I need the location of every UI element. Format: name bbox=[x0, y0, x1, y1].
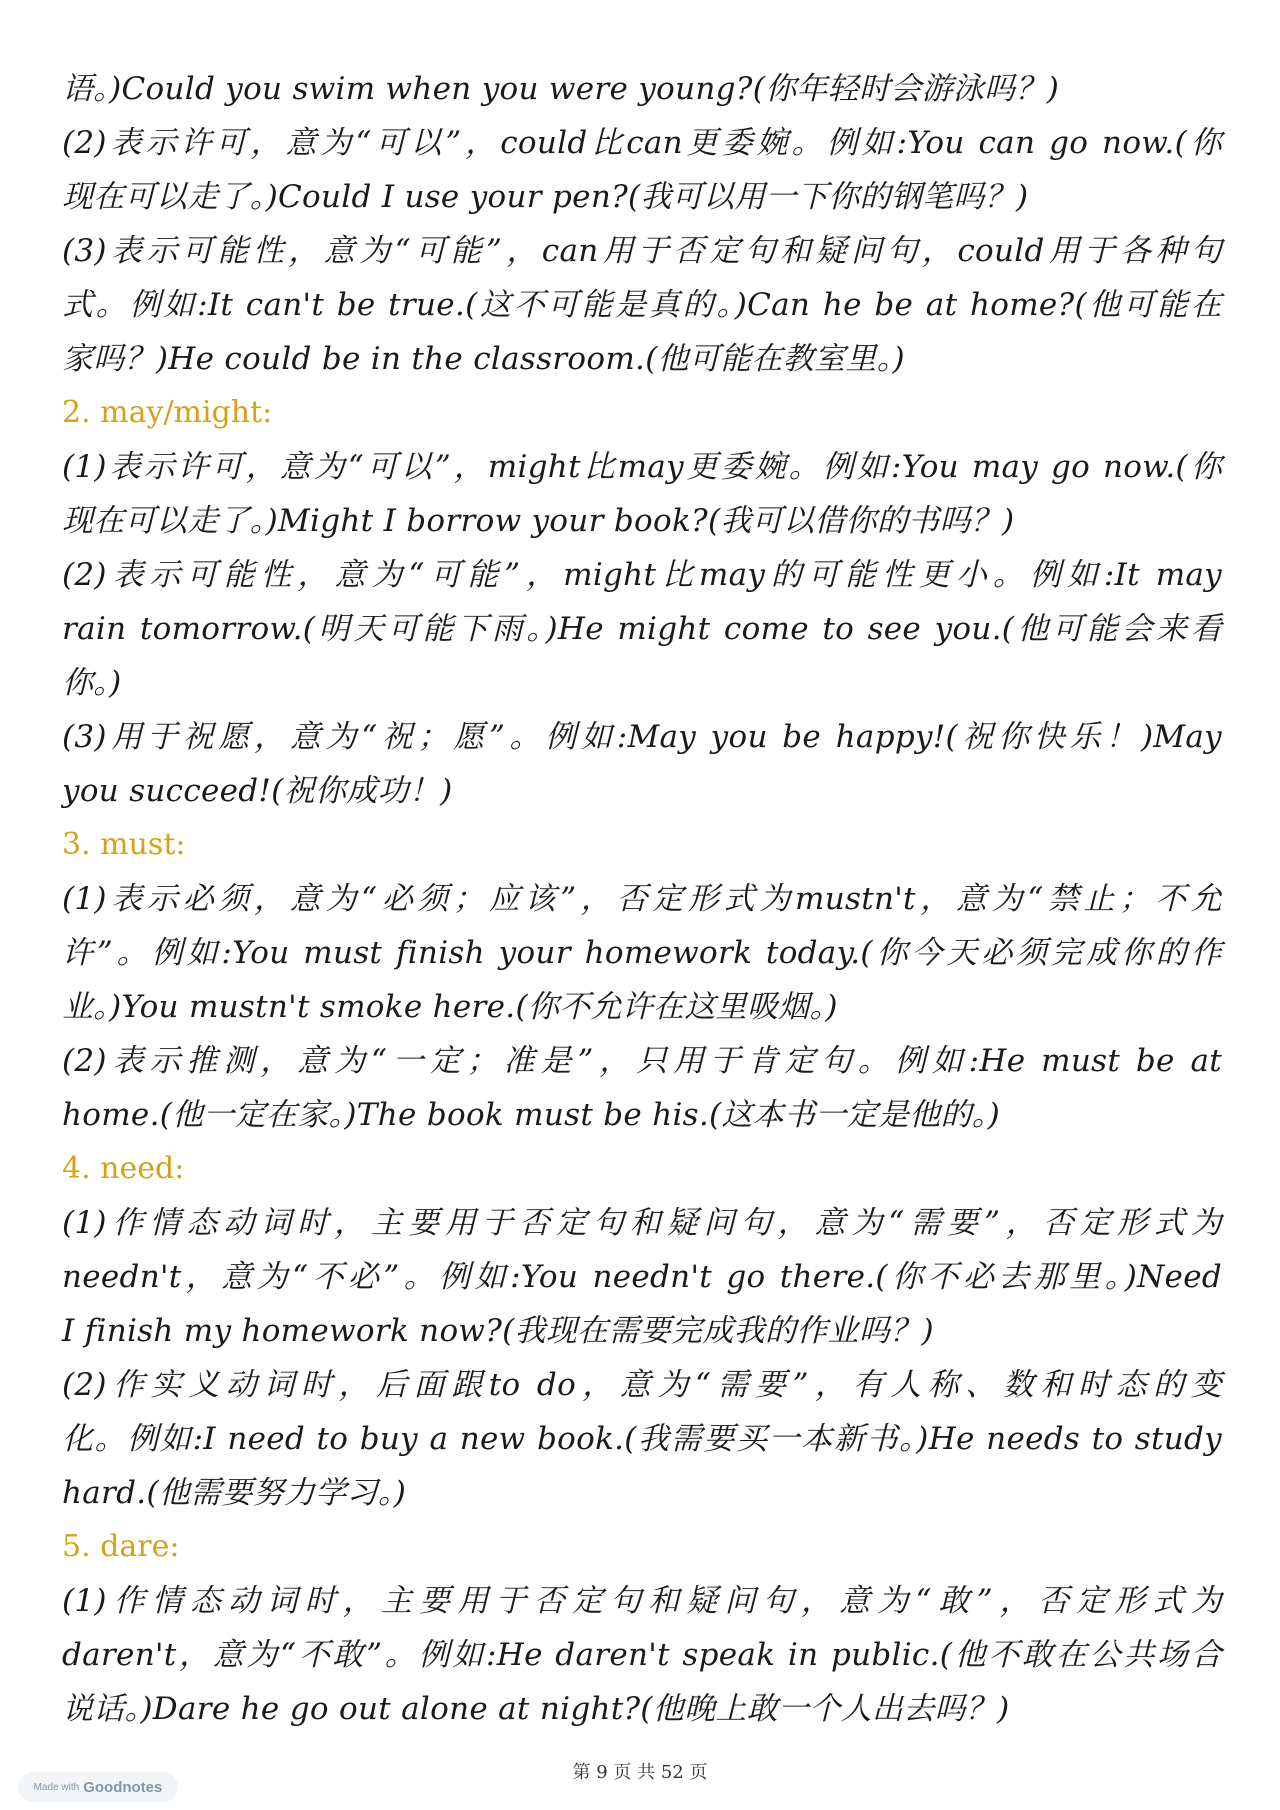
text-line: 业。)You mustn't smoke here.(你不允许在这里吸烟。) bbox=[62, 989, 838, 1025]
section-heading: 2. may/might: bbox=[62, 395, 273, 430]
text-line: (2)表示许可，意为“可以”，could比can更委婉。例如:You can go now.(你 bbox=[62, 125, 1222, 161]
text-line: (1)作情态动词时，主要用于否定句和疑问句，意为“需要”，否定形式为 bbox=[62, 1205, 1222, 1241]
goodnotes-badge bbox=[18, 1772, 178, 1802]
text-line: (3)表示可能性，意为“可能”，can用于否定句和疑问句，could用于各种句 bbox=[62, 233, 1222, 269]
text-line: daren't，意为“不敢”。例如:He daren't speak in public.(他不敢在公共场合 bbox=[62, 1637, 1222, 1673]
text-line: needn't，意为“不必”。例如:You needn't go there.(你不必去那里。)Need bbox=[62, 1259, 1222, 1295]
text-line: rain tomorrow.(明天可能下雨。)He might come to see you.(他可能会来看 bbox=[62, 611, 1222, 647]
text-line: (1)表示必须，意为“必须；应该”，否定形式为mustn't，意为“禁止；不允 bbox=[62, 881, 1222, 917]
text-line: (2)表示可能性，意为“可能”，might比may的可能性更小。例如:It may bbox=[62, 557, 1222, 593]
text-line: you succeed!(祝你成功！) bbox=[62, 773, 453, 809]
text-line: 你。) bbox=[62, 665, 122, 701]
text-line: I finish my homework now?(我现在需要完成我的作业吗？) bbox=[62, 1313, 934, 1349]
text-line: 现在可以走了。)Could I use your pen?(我可以用一下你的钢笔吗？) bbox=[62, 179, 1029, 215]
made-with-label: Made with bbox=[33, 1781, 80, 1793]
text-line: 现在可以走了。)Might I borrow your book?(我可以借你的书吗？) bbox=[62, 503, 1015, 539]
text-line: 语。)Could you swim when you were young?(你年轻时会游泳吗？) bbox=[62, 71, 1060, 107]
page-number: 第 9 页 共 52 页 bbox=[572, 1762, 708, 1783]
section-heading: 5. dare: bbox=[62, 1529, 180, 1564]
section-heading: 4. need: bbox=[62, 1151, 185, 1186]
text-line: hard.(他需要努力学习。) bbox=[62, 1475, 407, 1511]
text-line: 许”。例如:You must finish your homework today.(你今天必须完成你的作 bbox=[62, 935, 1222, 971]
text-line: (3)用于祝愿，意为“祝；愿”。例如:May you be happy!(祝你快乐！)May bbox=[62, 719, 1222, 755]
text-line: (1)表示许可，意为“可以”，might比may更委婉。例如:You may go now.(你 bbox=[62, 449, 1222, 485]
text-line: 式。例如:It can't be true.(这不可能是真的。)Can he be at home?(他可能在 bbox=[62, 287, 1222, 323]
text-line: home.(他一定在家。)The book must be his.(这本书一定是他的。) bbox=[62, 1097, 1001, 1133]
text-line: 家吗？)He could be in the classroom.(他可能在教室里。) bbox=[62, 341, 905, 377]
brand-label: Goodnotes bbox=[83, 1778, 163, 1796]
text-line: (1)作情态动词时，主要用于否定句和疑问句，意为“敢”，否定形式为 bbox=[62, 1583, 1222, 1619]
document-page bbox=[62, 62, 1222, 1736]
section-heading: 3. must: bbox=[62, 827, 186, 862]
text-line: 说话。)Dare he go out alone at night?(他晚上敢一个人出去吗？) bbox=[62, 1691, 1010, 1727]
text-line: (2)作实义动词时，后面跟to do，意为“需要”，有人称、数和时态的变 bbox=[62, 1367, 1222, 1403]
text-line: (2)表示推测，意为“一定；准是”，只用于肯定句。例如:He must be at bbox=[62, 1043, 1222, 1079]
text-line: 化。例如:I need to buy a new book.(我需要买一本新书。)He needs to study bbox=[62, 1421, 1222, 1457]
